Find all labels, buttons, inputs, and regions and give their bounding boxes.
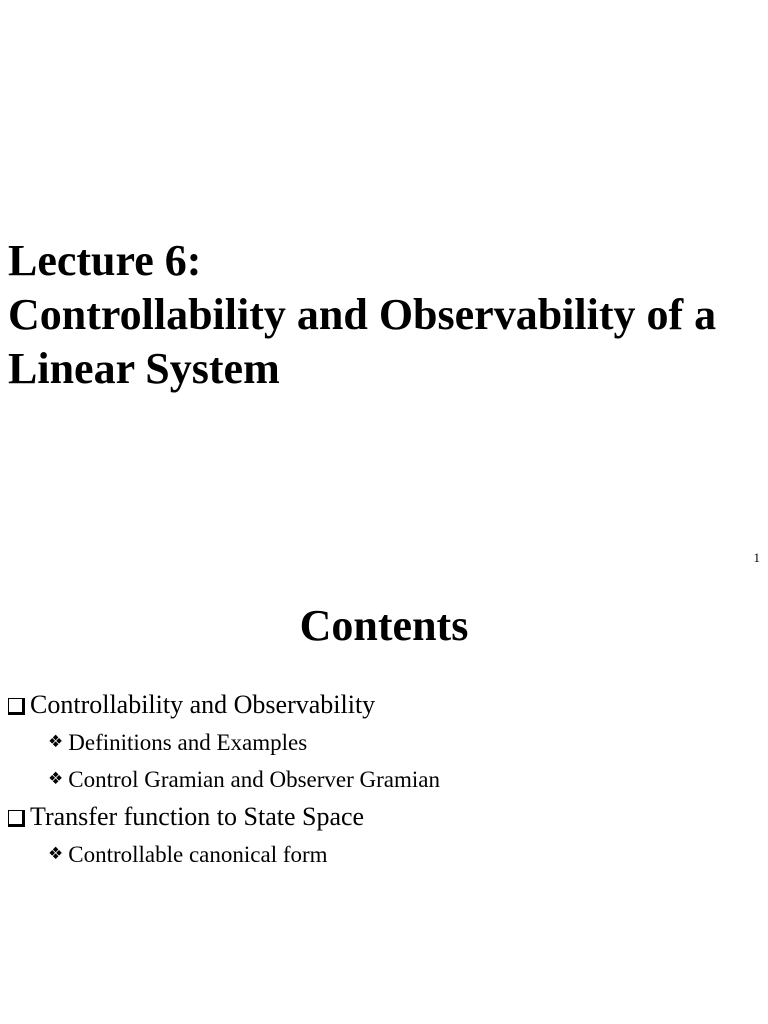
title-line: Lecture 6: bbox=[8, 236, 202, 285]
title-line: Linear System bbox=[8, 344, 280, 393]
contents-heading: Contents bbox=[299, 601, 469, 650]
slide-contents bbox=[0, 578, 768, 1024]
diamond-flower-icon: ❖ bbox=[48, 844, 64, 864]
hollow-square-icon bbox=[8, 698, 25, 715]
list-item bbox=[8, 798, 440, 836]
list-item-label: Controllability and Observability bbox=[30, 690, 376, 719]
hollow-square-icon bbox=[8, 810, 25, 827]
list-item-label: Transfer function to State Space bbox=[30, 802, 365, 831]
title-line: Controllability and Observability of a bbox=[8, 290, 717, 339]
list-item bbox=[8, 761, 440, 798]
contents-list bbox=[8, 686, 440, 873]
diamond-flower-icon: ❖ bbox=[48, 769, 64, 789]
list-item bbox=[8, 836, 440, 873]
list-item bbox=[8, 686, 440, 724]
list-item-label: Control Gramian and Observer Gramian bbox=[68, 767, 440, 792]
lecture-title bbox=[8, 234, 716, 396]
page-number: 1 bbox=[753, 550, 760, 565]
diamond-flower-icon: ❖ bbox=[48, 732, 64, 752]
list-item bbox=[8, 724, 440, 761]
list-item-label: Definitions and Examples bbox=[68, 730, 308, 755]
list-item-label: Controllable canonical form bbox=[68, 842, 328, 867]
